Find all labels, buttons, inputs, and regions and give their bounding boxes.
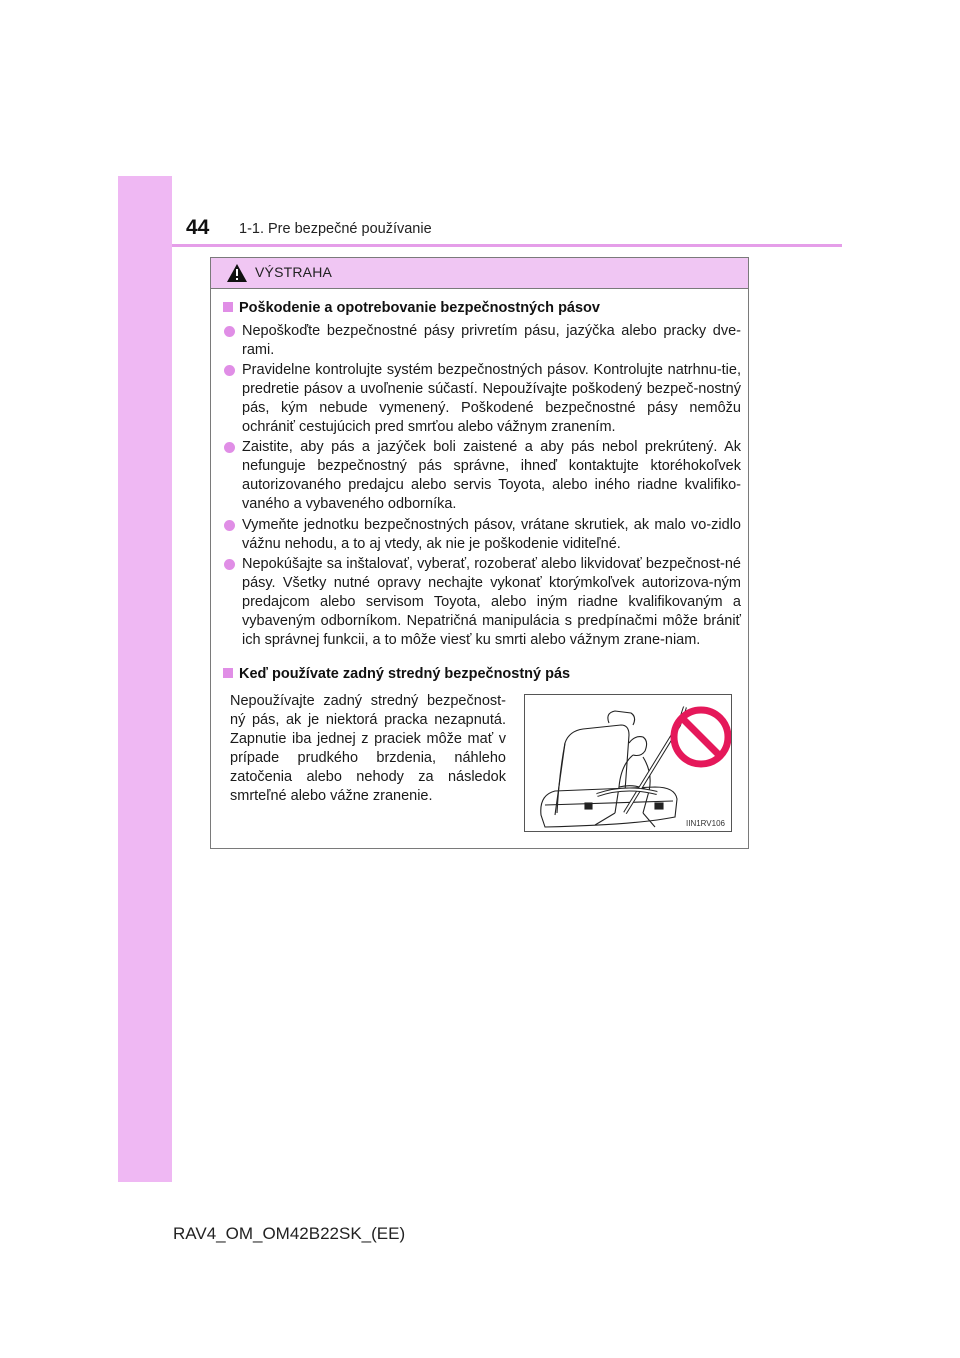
header-rule [172,244,842,247]
list-item: Nepokúšajte sa inštalovať, vyberať, rozoberať alebo likvidovať bezpečnost-né pásy. Všetky nutné opravy nechajte vykonať ktorýmkoľvek autorizova-ným predajcom alebo servisom Toyota, alebo iným riadne kvalifikovaným a vybaveným odborníkom. Nepatričná manipulácia s predpínačmi môže brániť ich správnej funkcii, a to môže viesť ku smrti alebo vážnym zrane-niam. [223,555,741,650]
document-code: RAV4_OM_OM42B22SK_(EE) [173,1224,406,1243]
bullet-icon [224,326,235,337]
section-heading-damage: Poškodenie a opotrebovanie bezpečnostných pásov [223,300,600,316]
warning-box [210,257,749,849]
bullet-icon [224,442,235,453]
list-item: Pravidelne kontrolujte systém bezpečnostných pásov. Kontrolujte natrhnu-tie, predretie pásov a uvoľnenie súčastí. Nepoužívajte poškodený bezpeč-nostný pás, kým nebude vymenený. Poškodené bezpečnostné pásy nemôžu ochrániť cestujúcich pred smrťou alebo vážnym zranením. [223,361,741,437]
side-tab-band [118,176,172,1182]
rear-center-belt-paragraph: Nepoužívajte zadný stredný bezpečnost-ný pás, ak je niektorá pracka nezapnutá. Zapnutie iba jednej z praciek môže mať v prípade prudkého brzdenia, náhleho zatočenia alebo nehody za následok smrteľné alebo vážne zranenie. [230,693,506,804]
warning-title: VÝSTRAHA [255,264,333,280]
section-heading-rear-center-belt: Keď používate zadný stredný bezpečnostný pás [223,666,570,682]
bullet-icon [224,559,235,570]
rear-seat-figure [525,695,731,831]
prohibition-icon [674,710,728,764]
figure-code: IIN1RV106 [686,819,725,828]
page-number: 44 [186,216,210,239]
warning-header [211,258,748,289]
list-item: Nepoškoďte bezpečnostné pásy privretím pásu, jazýčka alebo pracky dve-rami. [223,322,741,360]
section-title: 1-1. Pre bezpečné používanie [239,221,432,237]
warning-triangle-icon [226,263,248,283]
bullet-icon [224,520,235,531]
bullet-icon [224,365,235,376]
list-item: Zaistite, aby pás a jazýček boli zaistené a aby pás nebol prekrútený. Ak nefunguje bezpečnostný pás správne, ihneď kontaktujte ktoréhokoľvek autorizovaného predajcu alebo servis Toyota, alebo iného riadne kvalifiko-vaného a vybaveného odborníka. [223,438,741,514]
seatbelt-illustration [524,694,732,832]
square-bullet-icon [223,668,233,678]
list-item: Vymeňte jednotku bezpečnostných pásov, vrátane skrutiek, ak malo vo-zidlo vážnu nehodu, a to aj vtedy, ak nie je poškodenie viditeľné. [223,516,741,554]
square-bullet-icon [223,302,233,312]
